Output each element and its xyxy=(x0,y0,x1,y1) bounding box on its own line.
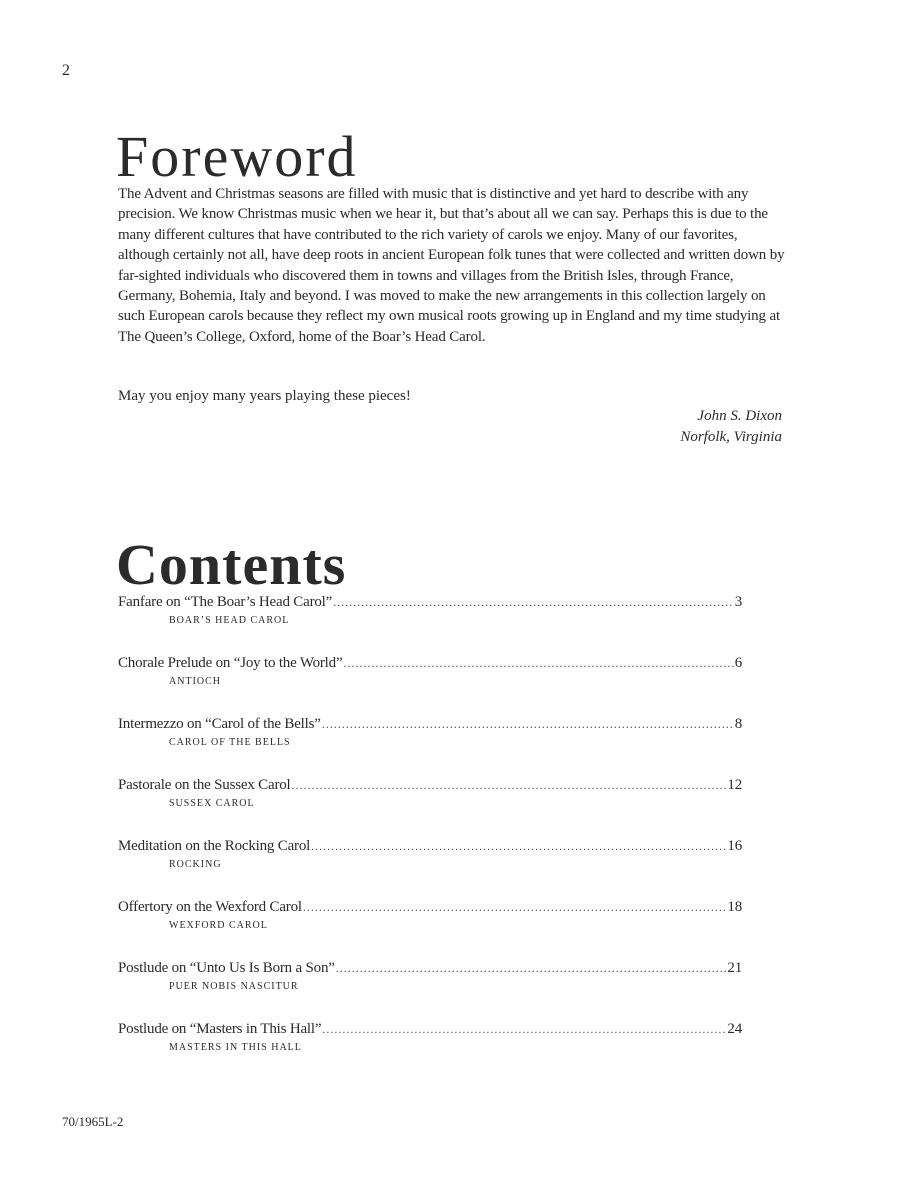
toc-entry-page: 3 xyxy=(734,594,742,610)
toc-leader xyxy=(322,714,734,734)
toc-leader xyxy=(333,592,734,612)
toc-entry xyxy=(118,592,742,653)
toc-entry-page: 16 xyxy=(727,838,742,854)
toc-leader xyxy=(322,1019,726,1039)
toc-entry-page: 8 xyxy=(734,716,742,732)
toc-entry-tune: ROCKING xyxy=(169,859,222,870)
toc-entry-tune: WEXFORD CAROL xyxy=(169,920,268,931)
toc-entry-tune: MASTERS IN THIS HALL xyxy=(169,1042,302,1053)
toc-entry xyxy=(118,775,742,836)
toc-leader xyxy=(303,897,727,917)
toc-entry-tune: SUSSEX CAROL xyxy=(169,798,255,809)
toc-leader xyxy=(343,653,733,673)
toc-entry-page: 12 xyxy=(727,777,742,793)
toc-entry-page: 21 xyxy=(727,960,742,976)
toc-entry xyxy=(118,897,742,958)
toc-entry-title: Meditation on the Rocking Carol xyxy=(118,838,311,854)
signature-name: John S. Dixon xyxy=(697,408,782,424)
toc-leader xyxy=(336,958,727,978)
toc-entry xyxy=(118,836,742,897)
foreword-title: Foreword xyxy=(116,124,358,189)
page-number: 2 xyxy=(62,62,70,79)
toc-entry-tune: BOAR’S HEAD CAROL xyxy=(169,615,290,626)
toc-entry-tune: ANTIOCH xyxy=(169,676,221,687)
toc-entry xyxy=(118,958,742,1019)
toc-leader xyxy=(292,775,727,795)
toc-entry-tune: CAROL OF THE BELLS xyxy=(169,737,291,748)
catalog-number: 70/1965L-2 xyxy=(62,1114,124,1129)
toc-entry-title: Postlude on “Unto Us Is Born a Son” xyxy=(118,960,335,976)
foreword-body xyxy=(118,184,790,347)
toc-entry xyxy=(118,1019,742,1080)
signature xyxy=(680,406,782,448)
toc-entry-title: Offertory on the Wexford Carol xyxy=(118,899,302,915)
toc-entry-title: Chorale Prelude on “Joy to the World” xyxy=(118,655,343,671)
foreword-closing: May you enjoy many years playing these pieces! xyxy=(118,388,411,404)
toc-entry xyxy=(118,653,742,714)
signature-place: Norfolk, Virginia xyxy=(680,429,782,445)
toc-entry-title: Intermezzo on “Carol of the Bells” xyxy=(118,716,321,732)
toc-entry-page: 24 xyxy=(727,1021,742,1037)
contents-title: Contents xyxy=(116,532,347,597)
foreword-paragraph: The Advent and Christmas seasons are filled with music that is distinctive and yet hard to describe with any precision. We know Christmas music when we hear it, but that’s about all we can say. Perhaps this is due to the many different cultures that have contributed to the rich variety of carols we enjoy. Many of our favorites, although certainly not all, have deep roots in ancient European folk tunes that were collected and written down by far-sighted individuals who discovered them in towns and villages from the British Isles, through France, Germany, Bohemia, Italy and beyond. I was moved to make the new arrangements in this collection largely on such European carols because they reflect my own musical roots growing up in England and my time studying at The Queen’s College, Oxford, home of the Boar’s Head Carol. xyxy=(118,186,785,345)
toc-entry-title: Fanfare on “The Boar’s Head Carol” xyxy=(118,594,333,610)
toc-entry-page: 6 xyxy=(734,655,742,671)
toc-entry-title: Postlude on “Masters in This Hall” xyxy=(118,1021,322,1037)
table-of-contents xyxy=(118,592,742,1080)
toc-leader xyxy=(311,836,726,856)
toc-entry-page: 18 xyxy=(727,899,742,915)
toc-entry-title: Pastorale on the Sussex Carol xyxy=(118,777,291,793)
toc-entry-tune: PUER NOBIS NASCITUR xyxy=(169,981,299,992)
toc-entry xyxy=(118,714,742,775)
